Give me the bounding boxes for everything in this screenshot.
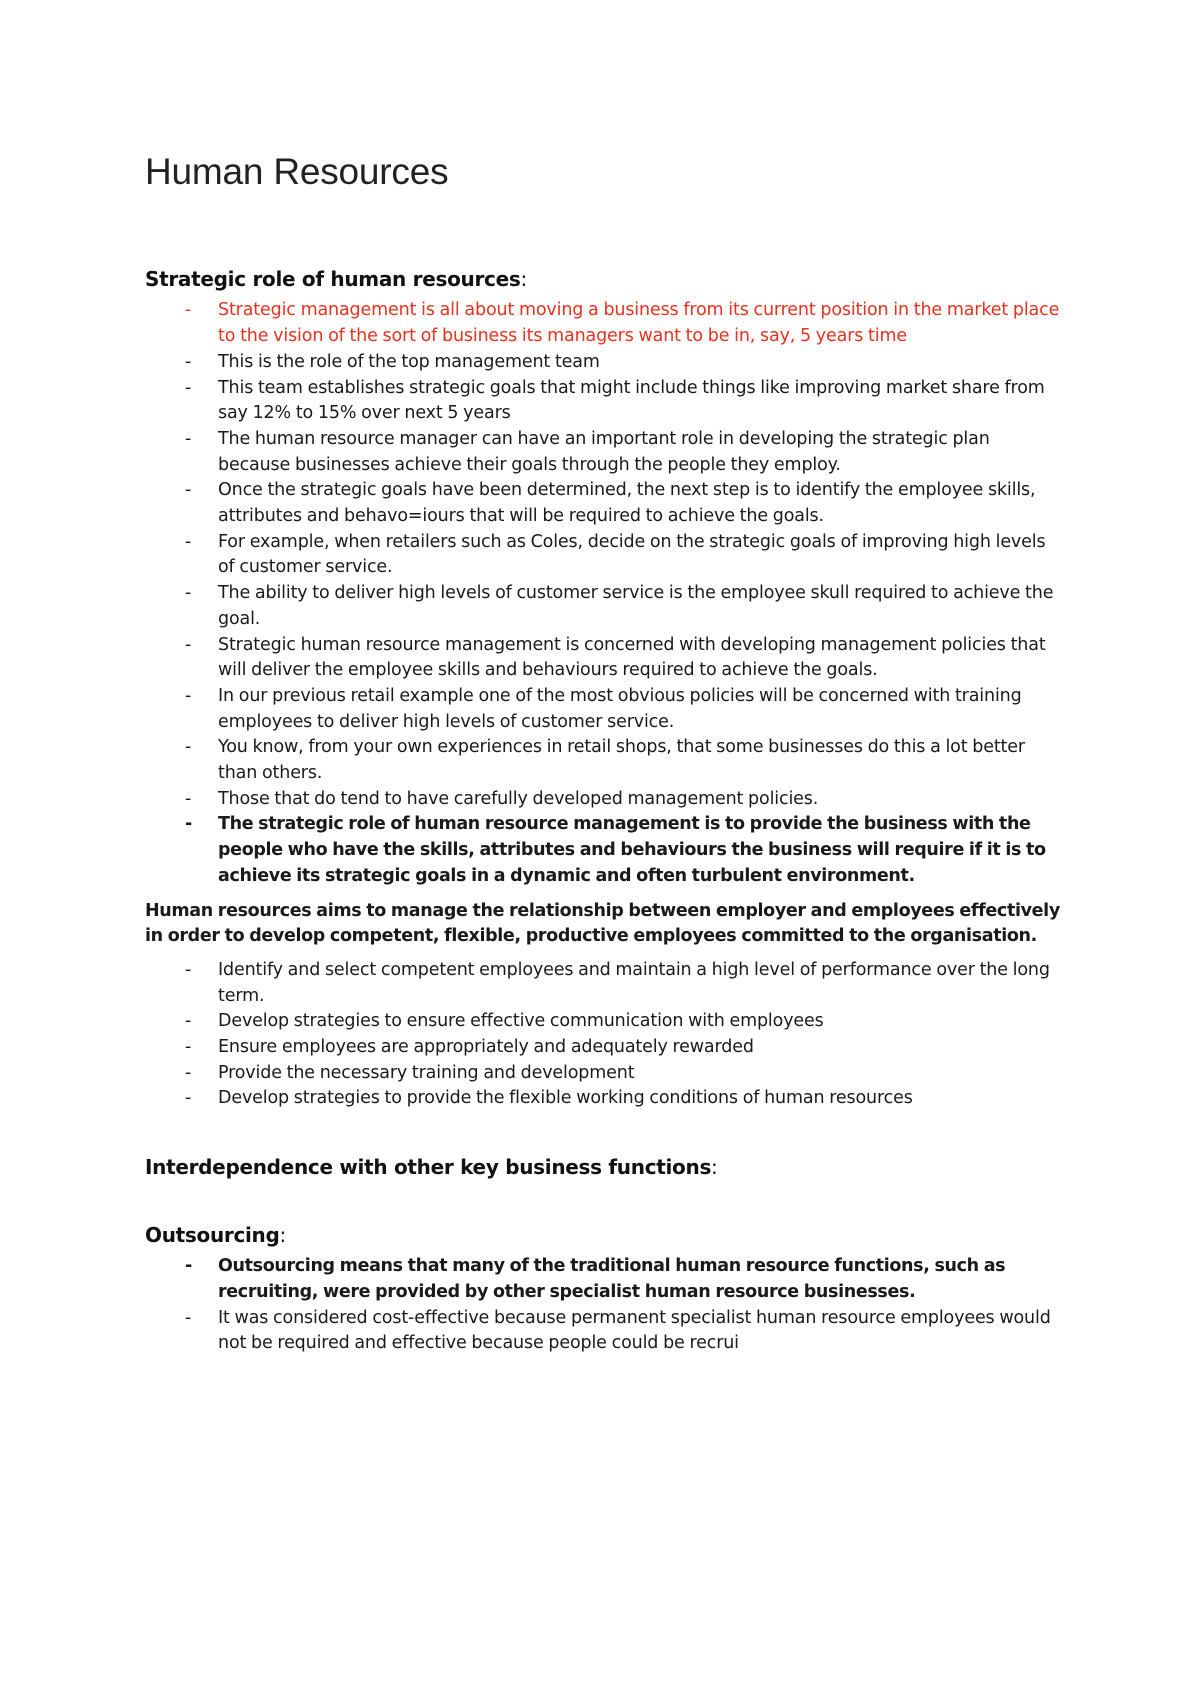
list-item-text: Once the strategic goals have been determined, the next step is to identify the employee skills, attributes and behavo=iours that will be required to achieve the goals. [218,480,1036,527]
list-item [145,1086,1065,1112]
list-item [145,787,1065,813]
heading-colon: : [711,1155,718,1180]
heading-colon: : [520,267,527,292]
list-item [145,427,1065,478]
dash-marker: - [185,634,192,655]
list-item-text: The ability to deliver high levels of customer service is the employee skull required to achieve the goal. [218,583,1054,629]
heading-colon: : [279,1223,286,1248]
dash-marker: - [185,788,192,809]
list-item [145,1061,1065,1087]
dash-marker: - [185,737,192,758]
list-item-text: Ensure employees are appropriately and adequately rewarded [218,1037,754,1058]
dash-marker: - [185,1088,192,1109]
list-item-text: Strategic human resource management is concerned with developing management policies that will deliver the employee skills and behaviours required to achieve the goals. [218,634,1046,681]
list-item [145,633,1065,684]
section-heading-text: Outsourcing [145,1223,280,1248]
dash-marker: - [185,377,192,398]
list-item [145,376,1065,427]
list-item [145,581,1065,632]
document-title: Human Resources [145,151,449,192]
list-item-text: Develop strategies to provide the flexible working conditions of human resources [218,1088,913,1109]
dash-marker: - [185,531,192,552]
dash-marker: - [185,1011,192,1032]
section-heading-outsourcing [145,1222,1065,1248]
list-item [145,958,1065,1009]
list-item [145,684,1065,735]
list-item-text: Strategic management is all about moving a business from its current position in the market place to the vision of the sort of business its managers want to be in, say, 5 years time [218,300,1060,347]
list-item-text: This team establishes strategic goals that might include things like improving market share from say 12% to 15% over next 5 years [218,377,1045,424]
list-item-text: For example, when retailers such as Coles, decide on the strategic goals of improving high levels of customer service. [218,531,1046,578]
strategic-role-list [145,298,1065,889]
dash-marker: - [185,583,192,604]
list-item-text: In our previous retail example one of the most obvious policies will be concerned with training employees to deliver high levels of customer service. [218,685,1022,732]
dash-marker: - [185,1307,192,1328]
list-item [145,1009,1065,1035]
dash-marker: - [185,300,192,321]
list-item [145,735,1065,786]
list-item [145,1254,1065,1305]
list-item [145,1035,1065,1061]
list-item-text: This is the role of the top management team [218,351,600,372]
list-item-text: The human resource manager can have an important role in developing the strategic plan because businesses achieve their goals through the people they employ. [218,428,990,475]
dash-marker: - [185,685,192,706]
section-heading-interdependence [145,1154,1065,1180]
list-item-text: Outsourcing means that many of the traditional human resource functions, such as recruiting, were provided by other specialist human resource businesses. [218,1256,1006,1302]
dash-marker: - [185,959,192,980]
section-heading-text: Strategic role of human resources [145,267,521,292]
list-item [145,478,1065,529]
dash-marker: - [185,1037,192,1058]
section-heading-text: Interdependence with other key business functions [145,1155,712,1180]
section-heading-strategic-role [145,266,1065,292]
outsourcing-list [145,1254,1065,1357]
dash-marker: - [185,1062,192,1083]
list-item [145,1306,1065,1357]
list-item-text: The strategic role of human resource management is to provide the business with the people who have the skills, attributes and behaviours the business will require if it is to achieve its strategic goals in a dynamic and often turbulent environment. [218,814,1046,886]
dash-marker: - [185,814,192,835]
document-page [145,150,1065,1357]
list-item-text: Identify and select competent employees and maintain a high level of performance over the long term. [218,959,1050,1006]
list-item [145,530,1065,581]
aims-paragraph: Human resources aims to manage the relationship between employer and employees effectively in order to develop competent, flexible, productive employees committed to the organisation. [145,900,1060,947]
dash-marker: - [185,428,192,449]
dash-marker: - [185,1256,192,1277]
list-item [145,298,1065,349]
list-item-text: You know, from your own experiences in retail shops, that some businesses do this a lot better than others. [218,737,1025,784]
list-item [145,350,1065,376]
list-item-text: Those that do tend to have carefully developed management policies. [218,788,819,809]
list-item-text: Develop strategies to ensure effective communication with employees [218,1011,824,1032]
list-item-text: Provide the necessary training and development [218,1062,635,1083]
aims-list [145,958,1065,1112]
dash-marker: - [185,351,192,372]
dash-marker: - [185,480,192,501]
list-item-text: It was considered cost-effective because permanent specialist human resource employees would not be required and effective because people could be recrui [218,1307,1051,1354]
list-item [145,812,1065,889]
